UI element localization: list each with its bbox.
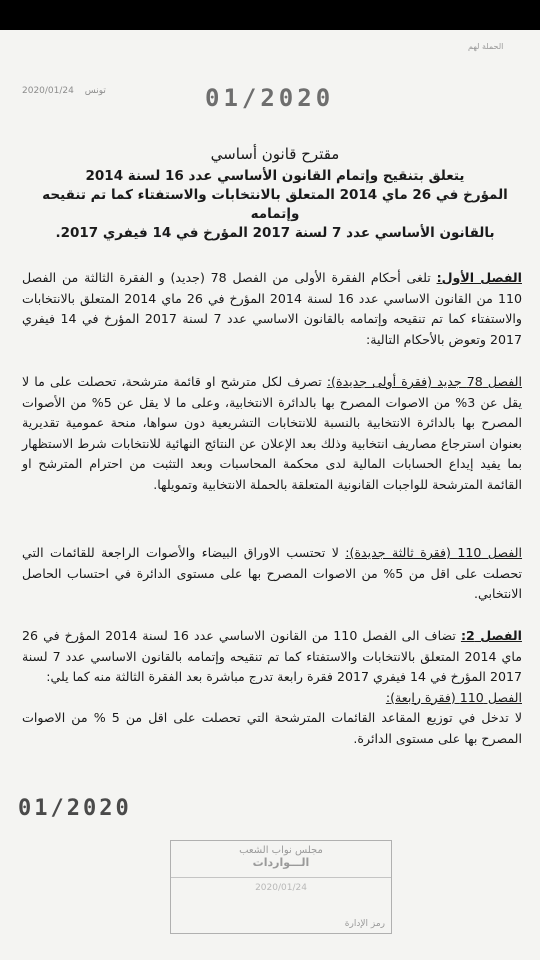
article-2 bbox=[22, 626, 522, 749]
document-number-top: 01/2020 bbox=[205, 84, 335, 112]
document-subtitle-line-3: بالقانون الأساسي عدد 7 لسنة 2017 المؤرخ في 14 فيفري 2017. bbox=[55, 225, 495, 241]
article-78 bbox=[22, 372, 522, 495]
stamp-incoming: الـــواردات bbox=[252, 856, 310, 869]
registry-stamp bbox=[170, 840, 392, 934]
article-110-text: لا تحتسب الاوراق البيضاء والأصوات الراجعة للقائمات التي تحصلت على اقل من 5% من الاصوات المصرح بها على مستوى الدائرة في احتساب الحاصل الانتخابي. bbox=[22, 545, 522, 601]
document-number-bottom: 01/2020 bbox=[18, 796, 132, 821]
article-110-para-4-label: الفصل 110 (فقرة رابعة): bbox=[385, 689, 522, 705]
article-2-label: الفصل 2: bbox=[460, 628, 522, 643]
stamp-institution: مجلس نواب الشعب bbox=[239, 845, 323, 856]
document-subtitle-line-2: المؤرخ في 26 ماي 2014 المتعلق بالانتخابات والاستفتاء كما تم تنقيحه وإتمامه bbox=[42, 187, 508, 222]
stamp-admin-code: رمز الإدارة bbox=[344, 919, 385, 929]
document-title: مقترح قانون أساسي bbox=[210, 145, 340, 163]
stamp-date: 2020/01/24 bbox=[255, 883, 307, 893]
stamp-date-value: 2020/01/24 bbox=[22, 86, 74, 96]
corner-note: الحملة لهم bbox=[468, 42, 504, 51]
article-1-text: تلغى أحكام الفقرة الأولى من الفصل 78 (جديد) و الفقرة الثالثة من الفصل 110 من القانون الاساسي عدد 16 لسنة 2014 المؤرخ في 26 ماي 2014 المتعلق بالانتخابات والاستفتاء كما تم تنقيحه وإتمامه بالقانون الاساسي عدد 7 لسنة 2017 المؤرخ في 14 فيفري 2017 وتعوض بالأحكام التالية: bbox=[22, 270, 522, 347]
article-2-text: تضاف الى الفصل 110 من القانون الاساسي عدد 16 لسنة 2014 المؤرخ في 26 ماي 2014 المتعلق بالانتخابات والاستفتاء كما تم تنقيحه وإتمامه بالقانون الاساسي عدد 7 لسنة 2017 المؤرخ في 14 فيفري 2017 فقرة رابعة تدرج مباشرة بعد الفقرة الثالثة منه كما يلي: bbox=[22, 628, 522, 684]
top-black-bar bbox=[0, 0, 540, 30]
document-subtitle-line-1: يتعلق بتنقيح وإتمام القانون الأساسي عدد 16 لسنة 2014 bbox=[85, 168, 465, 184]
document-heading bbox=[40, 145, 510, 243]
stamp-date-label: تونس bbox=[84, 86, 106, 96]
article-110-label: الفصل 110 (فقرة ثالثة جديدة): bbox=[345, 545, 523, 560]
received-date-stamp bbox=[22, 86, 106, 96]
article-110-para-4-text: لا تدخل في توزيع المقاعد القائمات المترشحة التي تحصلت على اقل من 5 % من الاصوات المصرح بها على مستوى الدائرة. bbox=[22, 710, 523, 746]
article-1 bbox=[22, 268, 522, 350]
stamp-divider bbox=[171, 877, 391, 878]
article-1-label: الفصل الأول: bbox=[436, 270, 522, 285]
article-78-text: تصرف لكل مترشح او قائمة مترشحة، تحصلت على ما لا يقل عن 3% من الاصوات المصرح بها بالدائرة الانتخابية، وعلى ما لا يقل عن 5% من الأصوات المصرح بها بالدائرة الانتخابية بالنسبة للانتخابات التشريعية دون سواها، منحة عمومية تقديرية بعنوان استرجاع مصاريف انتخابية وذلك بعد الإعلان عن النتائج النهائية للانتخابات شرط الاستظهار بما يفيد إيداع الحسابات المالية لدى محكمة المحاسبات وبعد التثبت من احترام المترشح او القائمة المترشحة للواجبات القانونية المتعلقة بالحملة الانتخابية وتمويلها. bbox=[22, 374, 523, 492]
article-78-label: الفصل 78 جديد (فقرة أولى جديدة): bbox=[326, 374, 522, 389]
article-110-para-3 bbox=[22, 543, 522, 605]
